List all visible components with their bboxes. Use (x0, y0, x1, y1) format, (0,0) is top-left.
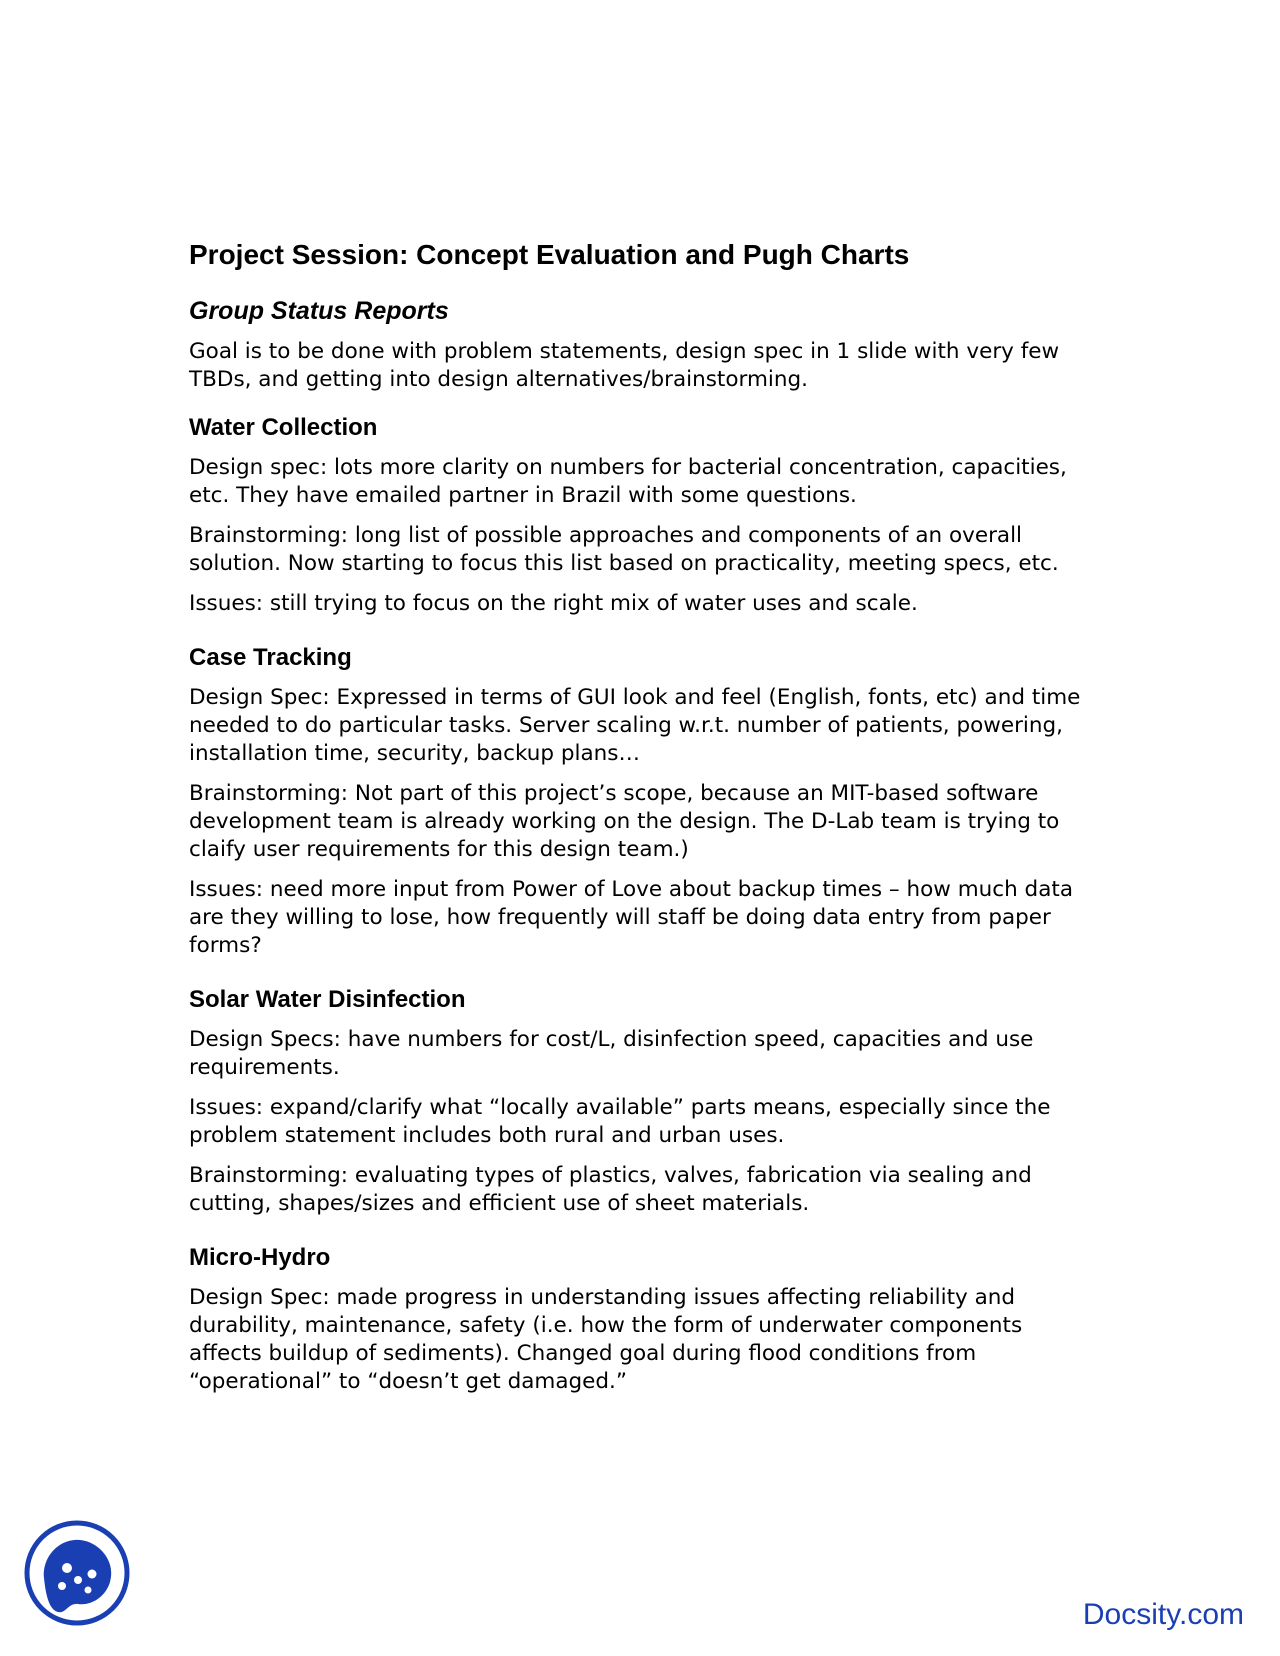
section-heading: Water Collection (189, 413, 378, 441)
paragraph: Issues: expand/clarify what “locally available” parts means, especially since the problem statement includes both rural and urban uses. (189, 1094, 1051, 1148)
paragraph: Brainstorming: long list of possible approaches and components of an overall solution. Now starting to focus this list based on practicality, meeting specs, etc. (189, 522, 1059, 576)
paragraph: Design Spec: made progress in understanding issues affecting reliability and durability, maintenance, safety (i.e. how the form of underwater components affects buildup of sediments). Changed goal during flood conditions from “operational” to “doesn’t get damaged.” (189, 1284, 1023, 1394)
paragraph: Issues: still trying to focus on the right mix of water uses and scale. (189, 590, 918, 616)
paragraph: Brainstorming: evaluating types of plastics, valves, fabrication via sealing and cutting, shapes/sizes and efficient use of sheet materials. (189, 1162, 1032, 1216)
intro-paragraph: Goal is to be done with problem statements, design spec in 1 slide with very few TBDs, and getting into design alternatives/brainstorming. (189, 338, 1060, 392)
page-title: Project Session: Concept Evaluation and Pugh Charts (189, 239, 910, 270)
docsity-brand-link[interactable]: Docsity.com (1082, 1598, 1244, 1631)
section-solar-water-disinfection (189, 986, 1089, 1218)
paragraph: Design spec: lots more clarity on numbers for bacterial concentration, capacities, etc. They have emailed partner in Brazil with some questions. (189, 454, 1067, 508)
section-case-tracking (189, 644, 1089, 960)
section-micro-hydro (189, 1244, 1089, 1396)
document-page (189, 238, 1089, 1408)
section-heading: Case Tracking (189, 643, 352, 671)
paragraph: Design Specs: have numbers for cost/L, disinfection speed, capacities and use requirements. (189, 1026, 1034, 1080)
section-water-collection (189, 414, 1089, 618)
paragraph: Brainstorming: Not part of this project’s scope, because an MIT-based software development team is already working on the design. The D-Lab team is trying to claify user requirements for this design team.) (189, 780, 1060, 862)
paragraph: Issues: need more input from Power of Love about backup times – how much data are they willing to lose, how frequently will staff be doing data entry from paper forms? (189, 876, 1073, 958)
paragraph: Design Spec: Expressed in terms of GUI look and feel (English, fonts, etc) and time needed to do particular tasks. Server scaling w.r.t. number of patients, powering, installation time, security, backup plans… (189, 684, 1081, 766)
page-subtitle: Group Status Reports (189, 296, 449, 325)
section-heading: Solar Water Disinfection (189, 985, 466, 1013)
docsity-logo-icon[interactable] (22, 1518, 132, 1628)
section-heading: Micro-Hydro (189, 1243, 331, 1271)
